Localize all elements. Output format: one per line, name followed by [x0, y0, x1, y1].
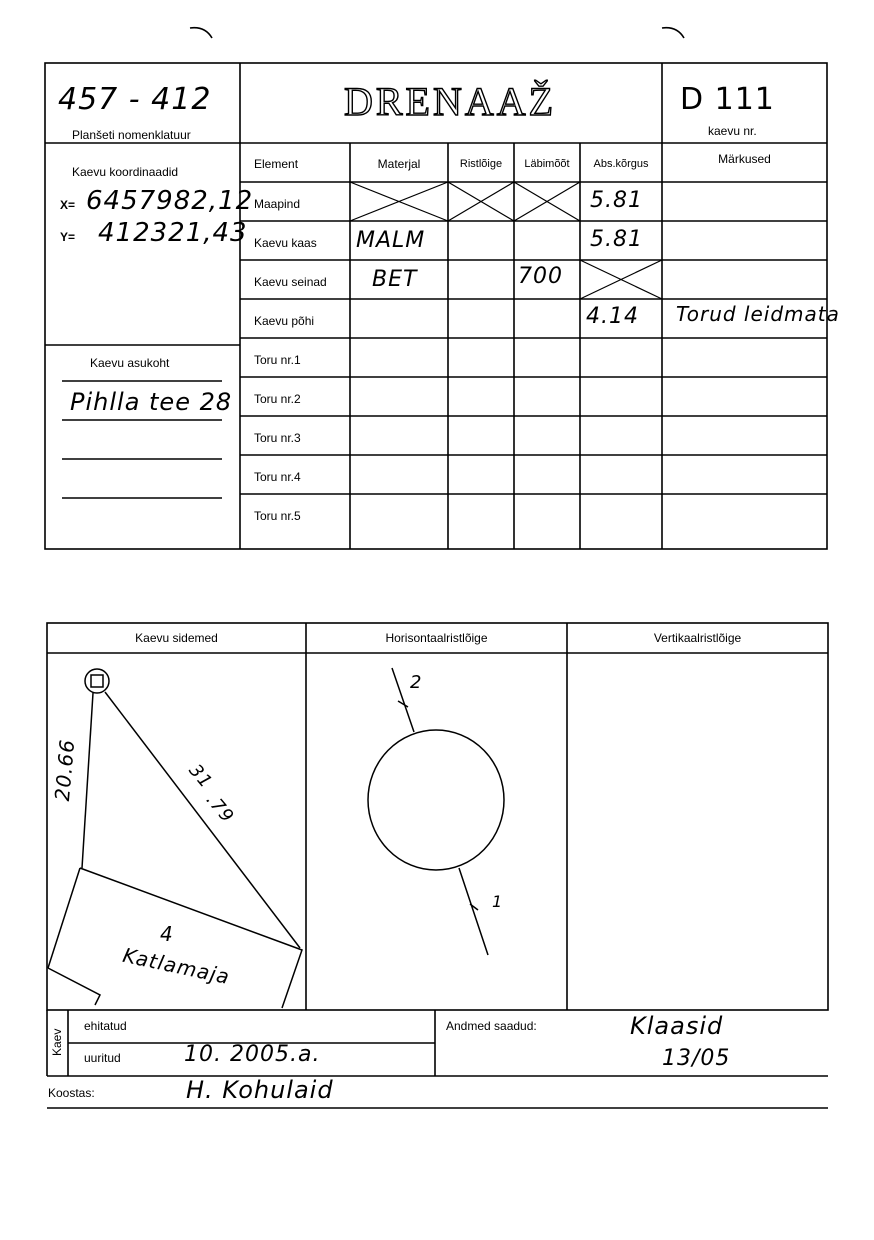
col-header-labimoot: Läbimõõt: [524, 158, 570, 170]
dim-diag-b: .79: [201, 789, 239, 828]
pohi-abs: 4.14: [586, 304, 639, 329]
panel-title-sidemed: Kaevu sidemed: [135, 631, 218, 645]
row-label-toru-3: Toru nr.3: [254, 431, 301, 445]
location-heading: Kaevu asukoht: [90, 356, 170, 370]
sheet-number: 457 - 412: [58, 82, 212, 117]
row-label-kaevu-pohi: Kaevu põhi: [254, 314, 315, 328]
house-number: 4: [160, 922, 174, 946]
panel-title-horisontaal: Horisontaalristlõige: [385, 631, 488, 645]
andmed-date: 13/05: [662, 1046, 731, 1071]
andmed-value: Klaasid: [630, 1012, 724, 1040]
koostas-label: Koostas:: [48, 1086, 95, 1100]
row-label-toru-2: Toru nr.2: [254, 392, 301, 406]
y-label: Y=: [60, 230, 76, 244]
seinad-labimoot: 700: [518, 264, 563, 289]
col-header-materjal: Materjal: [377, 157, 421, 171]
row-label-toru-5: Toru nr.5: [254, 509, 301, 523]
col-header-markused: Märkused: [718, 152, 771, 166]
kaas-materjal: MALM: [356, 228, 426, 253]
row-label-maapind: Maapind: [254, 197, 301, 211]
coordinates-heading: Kaevu koordinaadid: [72, 165, 179, 179]
col-header-ristloige: Ristlõige: [459, 158, 503, 170]
row-label-kaevu-seinad: Kaevu seinad: [254, 275, 327, 289]
maapind-abs: 5.81: [590, 188, 643, 213]
uuritud-value: 10. 2005.a.: [184, 1042, 321, 1067]
page-title: DRENAAŽ: [343, 79, 557, 124]
x-value: 6457982,12: [86, 186, 254, 216]
ehitatud-label: ehitatud: [84, 1019, 127, 1033]
dim-left: 20.66: [50, 737, 80, 803]
col-header-abs: Abs.kõrgus: [593, 158, 649, 170]
row-label-toru-1: Toru nr.1: [254, 353, 301, 367]
row-label-toru-4: Toru nr.4: [254, 470, 301, 484]
x-label: X=: [60, 198, 76, 212]
sheet-label: Planšeti nomenklatuur: [72, 128, 191, 142]
location-value: Pihlla tee 28: [70, 388, 233, 416]
horizontal-section: [368, 668, 504, 955]
well-label: kaevu nr.: [708, 124, 757, 138]
dim-diag-a: 31: [184, 760, 217, 793]
andmed-label: Andmed saadud:: [446, 1019, 537, 1033]
pipe-top-label: 2: [410, 672, 423, 693]
kaas-abs: 5.81: [590, 227, 643, 252]
row-label-kaevu-kaas: Kaevu kaas: [254, 236, 317, 250]
house-label: Katlamaja: [120, 942, 233, 990]
well-number: D 111: [680, 82, 775, 117]
panel-title-vertikaal: Vertikaalristlõige: [653, 631, 742, 645]
pohi-markused: Torud leidmata: [676, 302, 840, 326]
seinad-materjal: BET: [372, 267, 418, 292]
koostas-value: H. Kohulaid: [186, 1076, 334, 1104]
y-value: 412321,43: [98, 218, 248, 248]
uuritud-label: uuritud: [84, 1051, 121, 1065]
pipe-bottom-label: 1: [492, 892, 504, 911]
footer-side-label: Kaev: [50, 1028, 64, 1056]
col-header-element: Element: [254, 157, 299, 171]
